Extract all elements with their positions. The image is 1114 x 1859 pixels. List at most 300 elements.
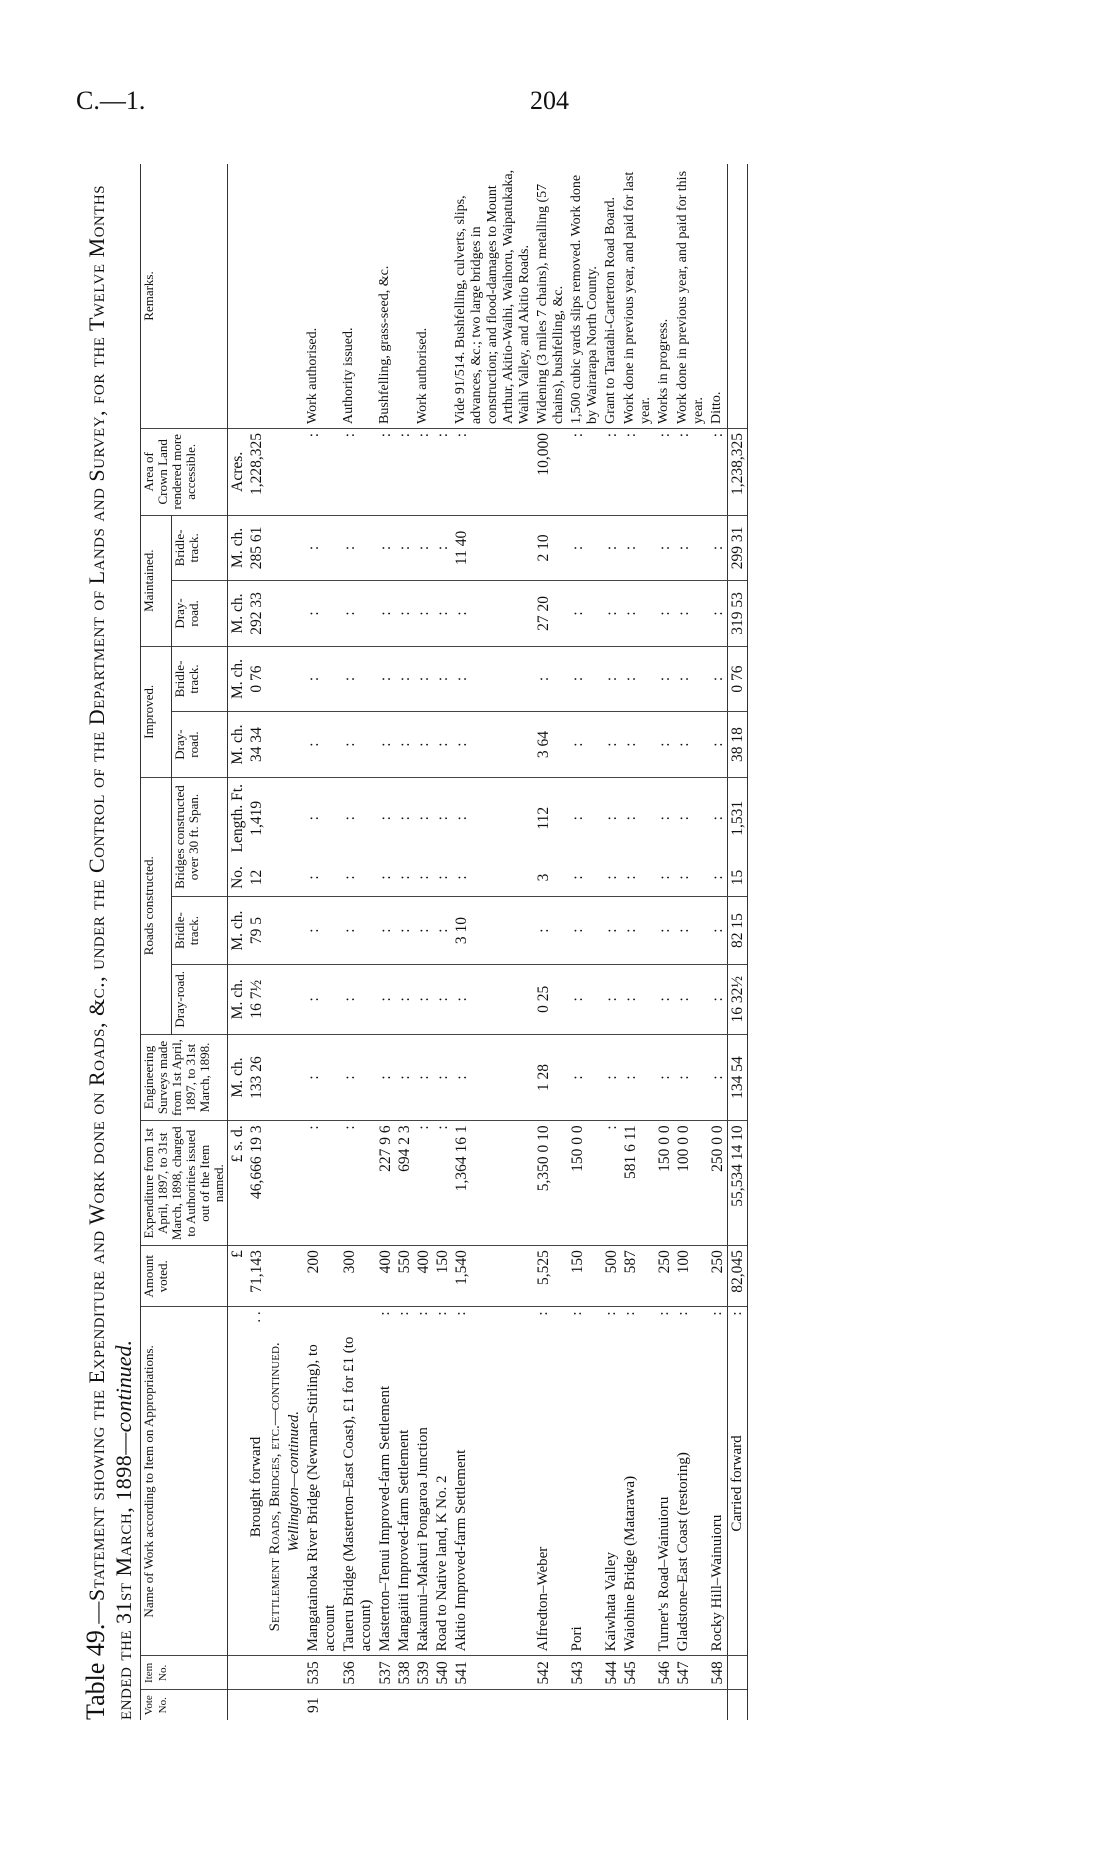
cell-br-len: : — [622, 816, 639, 821]
cell-surv: 1 28 — [534, 1034, 568, 1121]
cell-imp-bridle: : — [304, 646, 340, 712]
cell-exp — [266, 1121, 285, 1246]
work-name: Akitio Improved-farm Settlement — [453, 1449, 469, 1652]
cell-item: 540 — [433, 1656, 452, 1690]
cell-mnt-bridle: : — [376, 515, 395, 581]
cell-name — [340, 1307, 376, 1656]
cell-br-no: : — [433, 859, 452, 897]
cell-rc-bridle — [285, 897, 304, 965]
cell-imp-dray: 38 18 — [728, 712, 748, 778]
cell-imp-dray: : — [340, 712, 376, 778]
cell-rc-dray: : — [674, 964, 708, 1034]
cell-rc-bridle: : — [568, 897, 602, 965]
work-name: Rocky Hill–Wainuioru — [709, 1514, 725, 1652]
cell-name — [433, 1307, 452, 1656]
cell-amount: 300 — [340, 1246, 376, 1307]
cell-area: : — [708, 428, 728, 515]
table-row — [395, 164, 414, 1720]
expenditure-header: Expenditure from 1st April, 1897, to 31st March, 1898, charged to Authorities issued out of the Item named. — [141, 1121, 228, 1246]
cell-mnt-dray: : — [452, 581, 534, 647]
cell-mnt-dray: : — [433, 581, 452, 647]
unit-amount: £ — [228, 1246, 248, 1307]
page-number: 204 — [530, 86, 569, 115]
cell-name — [247, 1307, 266, 1656]
cell-imp-bridle: : — [433, 646, 452, 712]
table-row — [621, 164, 655, 1720]
cell-surv: : — [655, 1034, 674, 1121]
cell-remarks — [728, 164, 748, 428]
cell-exp: 100 0 0 — [674, 1121, 708, 1246]
cell-amount: 100 — [674, 1246, 708, 1307]
cell-exp: 694 2 3 — [395, 1121, 414, 1246]
cell-item — [728, 1656, 748, 1690]
cell-mnt-dray: : — [414, 581, 433, 647]
cell-imp-bridle: : — [534, 646, 568, 712]
cell-br-no: 12 — [247, 859, 266, 897]
cell-item — [285, 1656, 304, 1690]
cell-rc-dray: : — [414, 964, 433, 1034]
cell-area — [266, 428, 285, 515]
cell-name — [602, 1307, 621, 1656]
cell-surv: : — [674, 1034, 708, 1121]
cell-area: : — [452, 428, 534, 515]
cell-br-no — [285, 859, 304, 897]
cell-item: 542 — [534, 1656, 568, 1690]
cell-br-no: : — [708, 859, 728, 897]
cell-br-len: 112 — [535, 806, 552, 830]
cell-item: 546 — [655, 1656, 674, 1690]
cell-mnt-bridle: : — [708, 515, 728, 581]
cell-name — [395, 1307, 414, 1656]
cell-imp-bridle: : — [708, 646, 728, 712]
leader-dots: : — [535, 1311, 551, 1316]
cell-name — [452, 1307, 534, 1656]
cell-name — [534, 1307, 568, 1656]
cell-name — [414, 1307, 433, 1656]
cell-vote — [395, 1690, 414, 1720]
cell-item — [266, 1656, 285, 1690]
cell-amount: 400 — [376, 1246, 395, 1307]
cell-name — [285, 1307, 304, 1656]
cell-name — [266, 1307, 285, 1656]
unit-area: Acres. — [228, 428, 248, 515]
cell-rc-bridle: 79 5 — [247, 897, 266, 965]
cell-imp-bridle — [266, 646, 285, 712]
cell-rc-bridle: : — [708, 897, 728, 965]
cell-mnt-dray: : — [708, 581, 728, 647]
table-body — [228, 164, 748, 1720]
table-row — [433, 164, 452, 1720]
cell-name — [568, 1307, 602, 1656]
cell-rc-dray: 16 32½ — [728, 964, 748, 1034]
table-row — [534, 164, 568, 1720]
cell-exp: : — [340, 1121, 376, 1246]
cell-rc-bridle — [266, 897, 285, 965]
cell-br-no: : — [621, 859, 655, 897]
cell-surv: : — [602, 1034, 621, 1121]
leader-dots: . . — [248, 1311, 264, 1323]
cell-rc-dray: : — [708, 964, 728, 1034]
cell-imp-bridle: : — [414, 646, 433, 712]
cell-mnt-bridle — [285, 515, 304, 581]
cell-mnt-dray: 27 20 — [534, 581, 568, 647]
cell-remarks: Bushfelling, grass-seed, &c. — [376, 164, 395, 428]
cell-exp: 150 0 0 — [568, 1121, 602, 1246]
cell-br-no: : — [395, 859, 414, 897]
cell-name — [728, 1307, 748, 1656]
cell-amount: 1,540 — [452, 1246, 534, 1307]
cell-br-len: : — [453, 816, 470, 821]
leader-dots: : — [453, 1311, 469, 1316]
work-name: Turner's Road–Wainuioru — [656, 1496, 672, 1652]
cell-surv: : — [395, 1034, 414, 1121]
cell-rc-dray: : — [340, 964, 376, 1034]
cell-area: 1,228,325 — [247, 428, 266, 515]
cell-vote — [285, 1690, 304, 1720]
cell-exp: 55,534 14 10 — [728, 1121, 748, 1246]
cell-amount: 150 — [433, 1246, 452, 1307]
unit-rc-bridle: M. ch. — [228, 897, 248, 965]
cell-remarks: Ditto. — [708, 164, 728, 428]
cell-remarks — [266, 164, 285, 428]
cell-imp-bridle: : — [395, 646, 414, 712]
cell-amount: 5,525 — [534, 1246, 568, 1307]
cell-br-len — [285, 777, 304, 858]
cell-surv: : — [452, 1034, 534, 1121]
cell-rc-dray: : — [395, 964, 414, 1034]
table-title — [82, 180, 137, 1720]
unit-br-len: Length. Ft. — [229, 784, 246, 853]
cell-item: 548 — [708, 1656, 728, 1690]
cell-rc-bridle: 3 10 — [452, 897, 534, 965]
leader-dots: : — [656, 1311, 672, 1316]
cell-surv: 134 54 — [728, 1034, 748, 1121]
cell-imp-dray: : — [414, 712, 433, 778]
cell-area: : — [655, 428, 674, 515]
cell-amount: 150 — [568, 1246, 602, 1307]
cell-br-no: : — [452, 859, 534, 897]
table-row — [266, 164, 285, 1720]
cell-imp-dray: : — [708, 712, 728, 778]
cell-vote — [266, 1690, 285, 1720]
cell-vote — [568, 1690, 602, 1720]
work-name: Masterton–Tenui Improved-farm Settlement — [377, 1385, 393, 1652]
cell-exp: : — [414, 1121, 433, 1246]
cell-mnt-bridle: : — [414, 515, 433, 581]
cell-area: : — [602, 428, 621, 515]
work-name: Alfredton–Weber — [535, 1546, 551, 1652]
page-code: C.—1. — [76, 86, 146, 115]
vote-header: Vote No. — [141, 1690, 228, 1720]
cell-br-no: : — [304, 859, 340, 897]
cell-surv: 133 26 — [247, 1034, 266, 1121]
cell-item: 544 — [602, 1656, 621, 1690]
cell-br-len: : — [434, 816, 451, 821]
cell-area: : — [433, 428, 452, 515]
cell-mnt-dray: : — [568, 581, 602, 647]
cell-rc-dray: : — [376, 964, 395, 1034]
unit-imp-dray: M. ch. — [228, 712, 248, 778]
mnt-dray-header: Dray-road. — [171, 581, 227, 647]
cell-rc-bridle: : — [674, 897, 708, 965]
cell-name — [376, 1307, 395, 1656]
cell-mnt-bridle — [266, 515, 285, 581]
cell-rc-bridle: 82 15 — [728, 897, 748, 965]
cell-br-len: : — [415, 816, 432, 821]
cell-vote — [376, 1690, 395, 1720]
leader-dots: : — [603, 1311, 619, 1316]
cell-br-no: 15 — [728, 859, 748, 897]
table-title-prefix: Table 49. — [81, 1623, 110, 1720]
cell-br-len: : — [603, 816, 620, 821]
cell-amount: 250 — [708, 1246, 728, 1307]
cell-vote — [728, 1690, 748, 1720]
cell-surv: : — [304, 1034, 340, 1121]
cell-rc-dray: : — [452, 964, 534, 1034]
cell-br-no: : — [655, 859, 674, 897]
name-header: Name of Work according to Item on Appropriations. — [141, 1307, 228, 1656]
cell-amount — [266, 1246, 285, 1307]
unit-rc-dray: M. ch. — [228, 964, 248, 1034]
cell-amount: 587 — [621, 1246, 655, 1307]
cell-exp — [285, 1121, 304, 1246]
cell-br-len: : — [341, 816, 358, 821]
table-row — [304, 164, 340, 1720]
cell-imp-dray: : — [452, 712, 534, 778]
cell-rc-dray: : — [655, 964, 674, 1034]
cell-imp-bridle — [285, 646, 304, 712]
cell-imp-dray: 3 64 — [534, 712, 568, 778]
table-row — [414, 164, 433, 1720]
cell-exp: 227 9 6 — [376, 1121, 395, 1246]
cell-remarks: Work done in previous year, and paid for last year. — [621, 164, 655, 428]
cell-area: : — [621, 428, 655, 515]
cell-br-len: : — [709, 816, 726, 821]
cell-br-no: 3 — [534, 859, 568, 897]
cell-br-len: 1,531 — [728, 777, 748, 858]
cell-item: 547 — [674, 1656, 708, 1690]
cell-item: 537 — [376, 1656, 395, 1690]
leader-dots: : — [396, 1311, 412, 1316]
leader-dots: : — [675, 1311, 691, 1316]
cell-mnt-dray: : — [602, 581, 621, 647]
cell-mnt-bridle: 2 10 — [534, 515, 568, 581]
cell-br-len: 1,419 — [248, 800, 265, 836]
cell-exp: : — [304, 1121, 340, 1246]
cell-remarks — [395, 164, 414, 428]
imp-bridle-header: Bridle-track. — [171, 646, 227, 712]
cell-imp-bridle: 0 76 — [247, 646, 266, 712]
cell-imp-dray: : — [395, 712, 414, 778]
surveys-header: Engineering Surveys made from 1st April, 1897, to 31st March, 1898. — [141, 1034, 228, 1121]
work-name: Waiohine Bridge (Matarawa) — [622, 1475, 638, 1652]
cell-mnt-bridle: : — [433, 515, 452, 581]
mnt-bridle-header: Bridle-track. — [171, 515, 227, 581]
cell-imp-bridle: : — [376, 646, 395, 712]
cell-vote — [414, 1690, 433, 1720]
cell-imp-bridle: : — [621, 646, 655, 712]
cell-mnt-bridle: 285 61 — [247, 515, 266, 581]
units-row — [228, 164, 248, 1720]
cell-mnt-dray: 319 53 — [728, 581, 748, 647]
cell-mnt-dray: : — [395, 581, 414, 647]
cell-remarks: Grant to Taratahi-Carterton Road Board. — [602, 164, 621, 428]
cell-item: 541 — [452, 1656, 534, 1690]
cell-vote — [655, 1690, 674, 1720]
cell-area: 1,238,325 — [728, 428, 748, 515]
leader-dots: : — [729, 1311, 745, 1316]
cell-imp-dray: : — [602, 712, 621, 778]
cell-amount: 500 — [602, 1246, 621, 1307]
cell-item: 545 — [621, 1656, 655, 1690]
unit-exp: £ s. d. — [228, 1121, 248, 1246]
cell-mnt-bridle: : — [304, 515, 340, 581]
cell-imp-bridle: : — [655, 646, 674, 712]
cell-rc-bridle: : — [655, 897, 674, 965]
cell-br-no: : — [414, 859, 433, 897]
cell-vote — [621, 1690, 655, 1720]
cell-remarks — [247, 164, 266, 428]
cell-br-len: : — [569, 816, 586, 821]
leader-dots: : — [709, 1311, 725, 1316]
cell-area: : — [395, 428, 414, 515]
cell-mnt-dray — [266, 581, 285, 647]
cell-remarks: Work done in previous year, and paid for this year. — [674, 164, 708, 428]
table-row — [452, 164, 534, 1720]
cell-rc-dray — [266, 964, 285, 1034]
cell-rc-bridle: : — [304, 897, 340, 965]
maintained-header: Maintained. — [141, 515, 172, 646]
cell-exp: 46,666 19 3 — [247, 1121, 266, 1246]
cell-imp-bridle: : — [674, 646, 708, 712]
cell-vote — [452, 1690, 534, 1720]
cell-exp: : — [602, 1121, 621, 1246]
cell-vote — [708, 1690, 728, 1720]
cell-remarks — [285, 164, 304, 428]
cell-rc-bridle: : — [433, 897, 452, 965]
cell-remarks: Work authorised. — [414, 164, 433, 428]
remarks-header: Remarks. — [141, 164, 228, 428]
work-name: Carried forward — [729, 1435, 745, 1532]
cell-imp-bridle: : — [568, 646, 602, 712]
cell-amount: 400 — [414, 1246, 433, 1307]
leader-dots: : — [377, 1311, 393, 1316]
cell-imp-bridle: 0 76 — [728, 646, 748, 712]
cell-area — [285, 428, 304, 515]
total-row — [728, 164, 748, 1720]
rotated-sheet — [82, 160, 990, 1720]
item-header: Item No. — [141, 1656, 228, 1690]
area-header: Area of Crown Land rendered more accessible. — [141, 428, 228, 515]
cell-rc-bridle: : — [340, 897, 376, 965]
cell-imp-dray: : — [655, 712, 674, 778]
cell-rc-dray: 0 25 — [534, 964, 568, 1034]
rc-bridle-header: Bridle-track. — [171, 897, 227, 965]
cell-mnt-dray: : — [304, 581, 340, 647]
cell-remarks: 1,500 cubic yards slips removed. Work done by Wairarapa North County. — [568, 164, 602, 428]
unit-imp-bridle: M. ch. — [228, 646, 248, 712]
cell-br-len: : — [675, 816, 692, 821]
cell-amount: 550 — [395, 1246, 414, 1307]
cell-mnt-bridle: : — [602, 515, 621, 581]
cell-vote — [674, 1690, 708, 1720]
cell-item: 538 — [395, 1656, 414, 1690]
cell-mnt-bridle: : — [395, 515, 414, 581]
cell-imp-bridle: : — [452, 646, 534, 712]
cell-amount — [285, 1246, 304, 1307]
cell-surv: : — [708, 1034, 728, 1121]
cell-area: : — [340, 428, 376, 515]
cell-br-len: : — [377, 816, 394, 821]
cell-item: 543 — [568, 1656, 602, 1690]
roads-constructed-header: Roads constructed. — [141, 777, 172, 1034]
unit-br-no: No. — [228, 859, 248, 897]
cell-br-no: : — [674, 859, 708, 897]
cell-imp-bridle: : — [340, 646, 376, 712]
cell-vote — [247, 1690, 266, 1720]
cell-rc-dray: : — [602, 964, 621, 1034]
cell-exp: 581 6 11 — [621, 1121, 655, 1246]
cell-amount: 71,143 — [247, 1246, 266, 1307]
cell-imp-dray: : — [304, 712, 340, 778]
table-row — [285, 164, 304, 1720]
leader-dots: : — [434, 1311, 450, 1316]
statement-table — [140, 164, 748, 1720]
cell-rc-dray: : — [304, 964, 340, 1034]
table-row — [655, 164, 674, 1720]
cell-surv: : — [433, 1034, 452, 1121]
cell-rc-bridle: : — [534, 897, 568, 965]
cell-imp-dray: 34 34 — [247, 712, 266, 778]
work-name: Kaiwhata Valley — [603, 1552, 619, 1652]
table-row — [674, 164, 708, 1720]
cell-mnt-bridle: : — [655, 515, 674, 581]
cell-br-no: : — [340, 859, 376, 897]
work-name: Brought forward — [248, 1436, 264, 1538]
cell-area: : — [304, 428, 340, 515]
cell-imp-dray: : — [568, 712, 602, 778]
cell-mnt-bridle: 299 31 — [728, 515, 748, 581]
cell-br-no — [266, 859, 285, 897]
cell-imp-dray: : — [621, 712, 655, 778]
cell-remarks: Widening (3 miles 7 chains), metalling (57 chains), bushfelling, &c. — [534, 164, 568, 428]
cell-item: 539 — [414, 1656, 433, 1690]
cell-area: : — [568, 428, 602, 515]
cell-remarks: Works in progress. — [655, 164, 674, 428]
cell-item: 536 — [340, 1656, 376, 1690]
cell-rc-bridle: : — [414, 897, 433, 965]
cell-name — [674, 1307, 708, 1656]
table-row — [376, 164, 395, 1720]
work-name: Gladstone–East Coast (restoring) — [675, 1452, 691, 1652]
cell-br-len: : — [305, 816, 322, 821]
unit-surv: M. ch. — [228, 1034, 248, 1121]
cell-area: 10,000 — [534, 428, 568, 515]
cell-mnt-bridle: : — [674, 515, 708, 581]
cell-mnt-bridle: : — [568, 515, 602, 581]
cell-vote — [534, 1690, 568, 1720]
leader-dots: : — [569, 1311, 585, 1316]
cell-remarks — [433, 164, 452, 428]
cell-remarks: Vide 91/514. Bushfelling, culverts, slips, advances, &c.; two large bridges in construction; and flood-damages to Mount Arthur, Akitio-Waihi, Waihoru, Waipatukaka, Waihi Valley, and Akitio Roads. — [452, 164, 534, 428]
work-name: Wellington—continued. — [286, 1411, 302, 1552]
cell-imp-dray — [266, 712, 285, 778]
cell-name — [304, 1307, 340, 1656]
cell-exp: 5,350 0 10 — [534, 1121, 568, 1246]
cell-amount: 250 — [655, 1246, 674, 1307]
leader-dots: : — [622, 1311, 638, 1316]
cell-remarks: Work authorised. — [304, 164, 340, 428]
